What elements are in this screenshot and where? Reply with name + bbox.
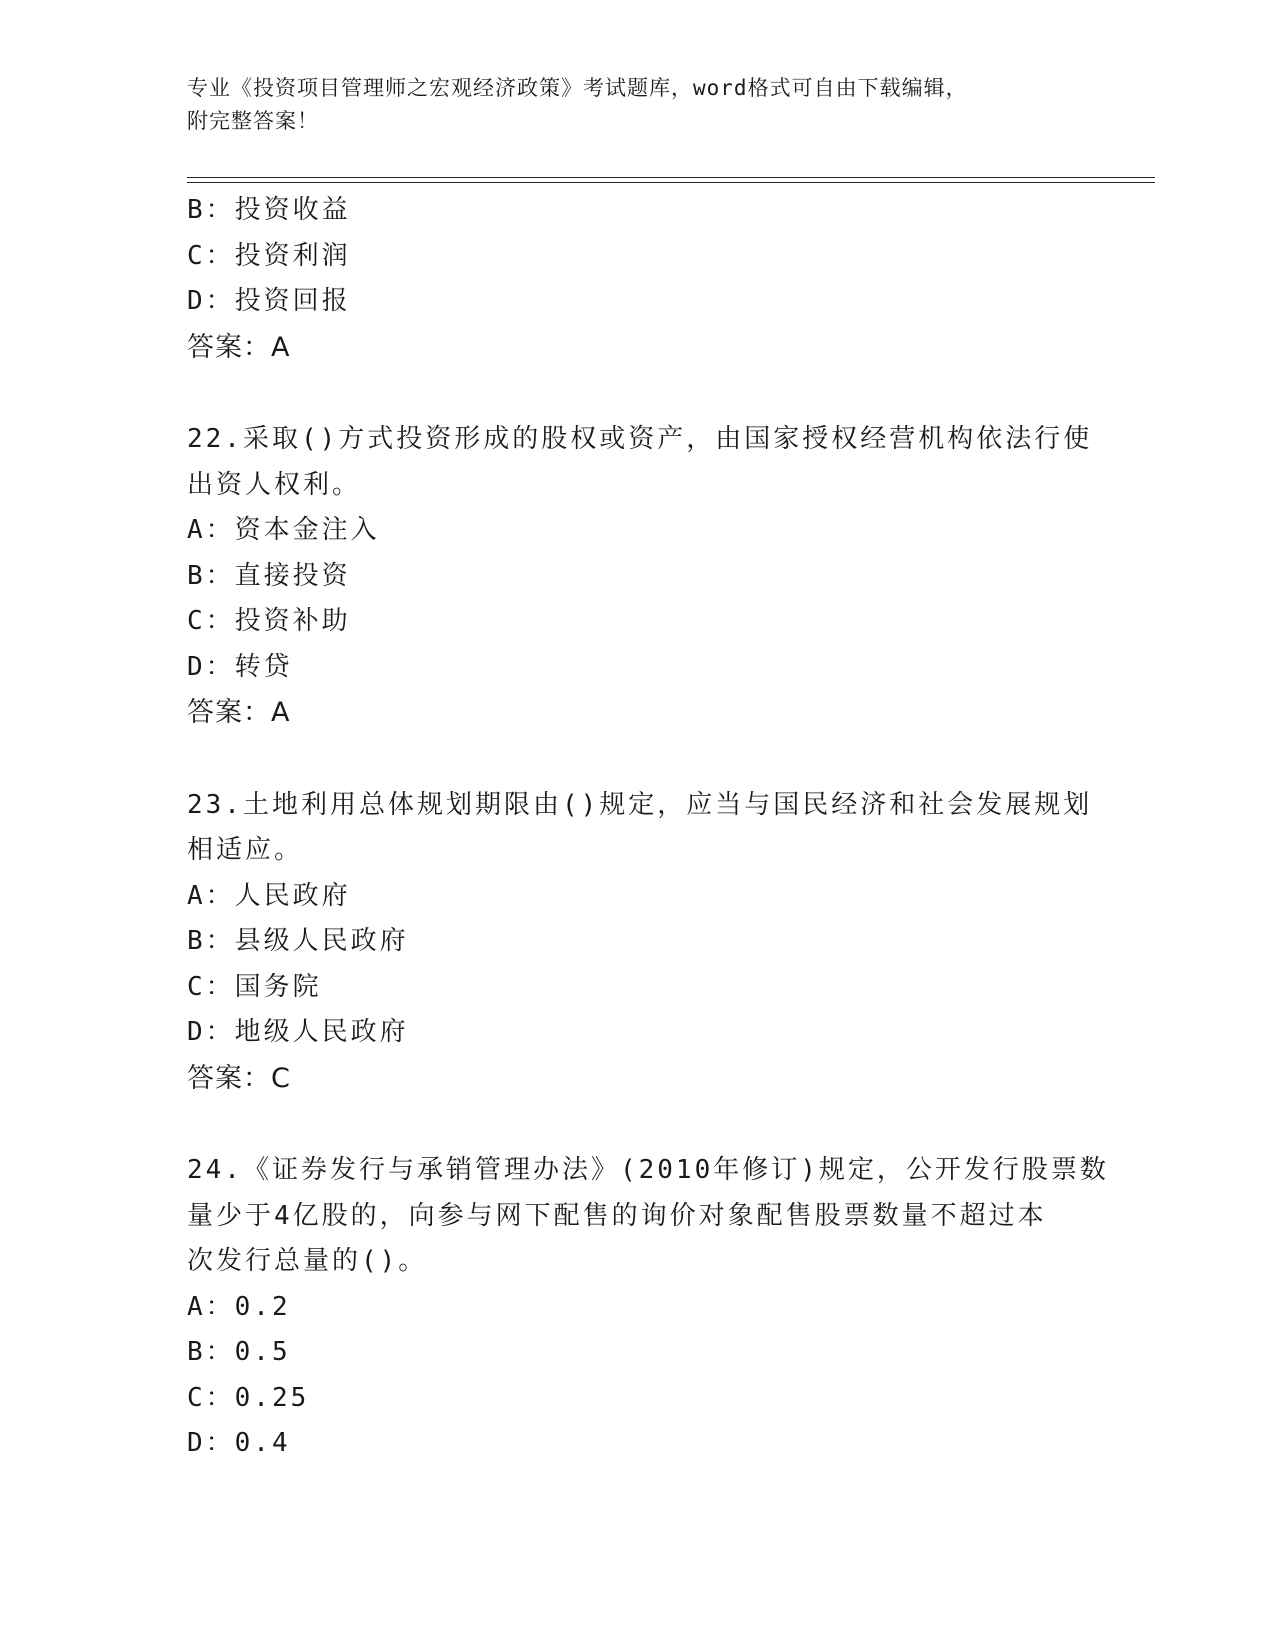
option-c: C：投资利润 [187, 240, 351, 271]
header-line-2: 附完整答案！ [187, 109, 319, 133]
option-c: C：投资补助 [187, 606, 351, 636]
question-23 [187, 783, 1093, 1102]
question-24 [187, 1148, 1109, 1467]
question-21-continuation [187, 188, 1087, 370]
option-a: A：人民政府 [187, 880, 351, 911]
question-stem-line: 23.土地利用总体规划期限由()规定，应当与国民经济和社会发展规划 [187, 789, 1093, 820]
option-b: B：直接投资 [187, 560, 351, 591]
question-stem-line: 相适应。 [187, 835, 304, 865]
option-b: B：县级人民政府 [187, 926, 409, 956]
option-d: D：0.4 [187, 1428, 291, 1458]
option-c: C：国务院 [187, 971, 322, 1002]
question-stem-line: 24.《证券发行与承销管理办法》(2010年修订)规定，公开发行股票数 [187, 1155, 1109, 1185]
answer: 答案：C [187, 1062, 291, 1094]
option-d: D：地级人民政府 [187, 1017, 409, 1047]
option-b: B：投资收益 [187, 195, 351, 225]
header-divider-bottom [187, 182, 1155, 183]
option-d: D：转贷 [187, 651, 293, 682]
question-stem-line: 出资人权利。 [187, 469, 362, 500]
option-a: A：0.2 [187, 1291, 291, 1322]
option-c: C：0.25 [187, 1382, 310, 1413]
question-22 [187, 417, 1093, 736]
option-a: A：资本金注入 [187, 515, 380, 545]
header-divider-top [187, 177, 1155, 178]
document-header [187, 72, 1087, 138]
option-b: B：0.5 [187, 1337, 291, 1367]
answer: 答案：A [187, 331, 291, 363]
question-stem-line: 量少于4亿股的，向参与网下配售的询价对象配售股票数量不超过本 [187, 1200, 1047, 1231]
answer: 答案：A [187, 697, 291, 728]
header-line-1: 专业《投资项目管理师之宏观经济政策》考试题库，word格式可自由下载编辑， [187, 76, 968, 100]
option-d: D：投资回报 [187, 286, 351, 316]
question-list [187, 188, 1109, 1467]
question-stem-line: 次发行总量的()。 [187, 1246, 428, 1276]
question-stem-line: 22.采取()方式投资形成的股权或资产，由国家授权经营机构依法行使 [187, 424, 1093, 454]
